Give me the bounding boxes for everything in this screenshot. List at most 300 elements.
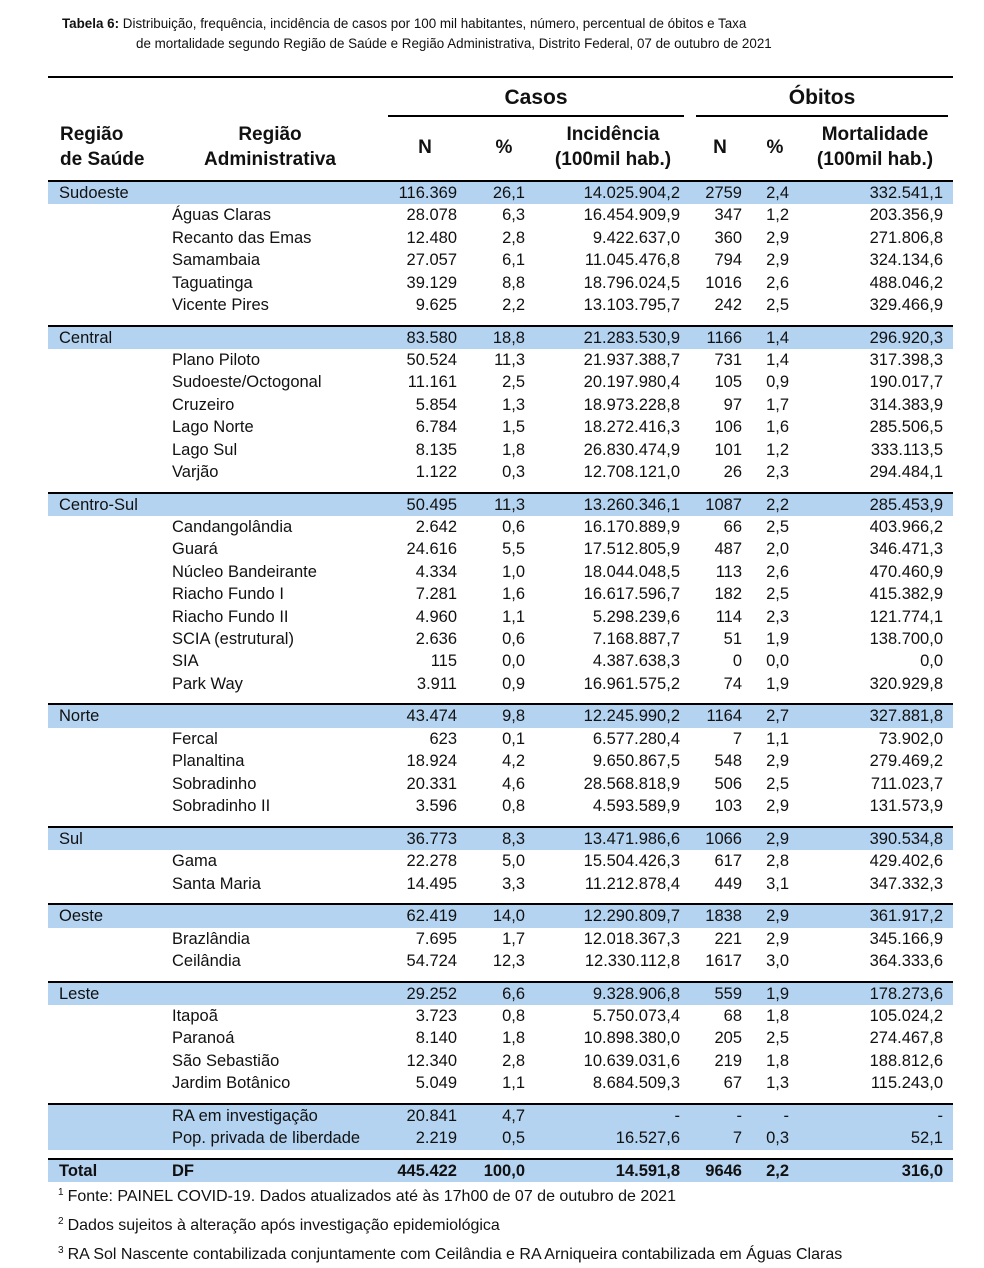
casos-pct-cell: 0,1 <box>502 729 525 748</box>
table-section <box>48 703 953 825</box>
regiao-saude-cell: Total <box>59 1162 98 1180</box>
casos-n-cell: 18.924 <box>406 752 457 771</box>
table-row <box>48 249 953 271</box>
regiao-admin-cell: Guará <box>172 540 218 559</box>
obitos-pct-cell: 1,4 <box>766 328 789 347</box>
casos-n-cell: 8.140 <box>415 1029 457 1048</box>
obitos-n-cell: 548 <box>714 752 742 771</box>
incidencia-cell: 16.454.909,9 <box>583 206 680 225</box>
mortalidade-cell: 390.534,8 <box>869 829 943 848</box>
obitos-pct-cell: 1,4 <box>766 351 789 370</box>
regiao-admin-cell: Paranoá <box>172 1029 235 1048</box>
region-summary-row <box>48 494 953 516</box>
mortalidade-cell: 361.917,2 <box>869 907 943 926</box>
casos-n-cell: 3.723 <box>415 1007 457 1026</box>
obitos-pct-cell: 2,9 <box>766 251 789 270</box>
incidencia-cell: 8.684.509,3 <box>592 1074 680 1093</box>
caption-line-1: Distribuição, frequência, incidência de casos por 100 mil habitantes, número, percentual de óbitos e Taxa <box>122 16 747 31</box>
mortalidade-cell: 115.243,0 <box>870 1074 943 1093</box>
obitos-pct-cell: 2,5 <box>766 774 789 793</box>
regiao-admin-cell: Fercal <box>172 729 218 748</box>
obitos-pct-cell: 0,3 <box>766 1129 789 1148</box>
table-row <box>48 416 953 438</box>
incidencia-cell: 18.796.024,5 <box>583 273 680 292</box>
mortalidade-cell: 0,0 <box>920 652 943 671</box>
casos-pct-cell: 1,8 <box>502 440 525 459</box>
obitos-n-cell: 731 <box>714 351 742 370</box>
regiao-saude-cell: Sul <box>59 829 83 848</box>
casos-n-cell: 50.524 <box>406 351 457 370</box>
obitos-n-cell: 1164 <box>706 707 742 726</box>
incidencia-cell: 16.961.575,2 <box>583 674 680 693</box>
casos-pct-cell: 0,3 <box>502 462 525 481</box>
group-header-casos: Casos <box>504 86 568 109</box>
mortalidade-cell: 285.506,5 <box>869 418 943 437</box>
mortalidade-cell: 294.484,1 <box>869 462 943 481</box>
mortalidade-cell: 403.966,2 <box>869 518 943 537</box>
incidencia-cell: 13.260.346,1 <box>583 495 680 514</box>
header-obitos-pct: % <box>766 137 784 158</box>
table-row <box>48 628 953 650</box>
incidencia-cell: 17.512.805,9 <box>583 540 680 559</box>
obitos-pct-cell: 2,5 <box>766 518 789 537</box>
casos-n-cell: 22.278 <box>406 852 457 871</box>
mortalidade-cell: 105.024,2 <box>869 1007 943 1026</box>
regiao-admin-cell: SCIA (estrutural) <box>172 630 294 649</box>
mortalidade-cell: 203.356,9 <box>869 206 943 225</box>
casos-n-cell: 8.135 <box>415 440 457 459</box>
region-summary-row <box>48 327 953 349</box>
header-incidencia: Incidência (100mil hab.) <box>554 124 672 170</box>
casos-pct-cell: 0,8 <box>502 797 525 816</box>
regiao-admin-cell: Sudoeste/Octogonal <box>172 373 322 392</box>
casos-underline <box>388 115 684 117</box>
obitos-n-cell: 205 <box>714 1029 742 1048</box>
mortalidade-cell: 178.273,6 <box>869 984 943 1003</box>
obitos-n-cell: 113 <box>715 562 742 581</box>
casos-pct-cell: 2,8 <box>502 1051 525 1070</box>
obitos-n-cell: 7 <box>732 729 742 748</box>
obitos-n-cell: 1087 <box>705 495 742 514</box>
casos-n-cell: 14.495 <box>406 874 457 893</box>
obitos-n-cell: 97 <box>723 395 742 414</box>
obitos-n-cell: 449 <box>714 874 742 893</box>
obitos-pct-cell: 3,1 <box>766 874 789 893</box>
casos-pct-cell: 2,8 <box>502 228 525 247</box>
table-row <box>48 1072 953 1094</box>
incidencia-cell: 18.272.416,3 <box>583 418 680 437</box>
region-summary-row <box>48 1105 953 1127</box>
obitos-pct-cell: 1,6 <box>766 418 789 437</box>
obitos-n-cell: - <box>736 1106 742 1125</box>
casos-pct-cell: 1,7 <box>502 929 525 948</box>
regiao-admin-cell: Núcleo Bandeirante <box>172 562 317 581</box>
incidencia-cell: 15.504.426,3 <box>583 852 680 871</box>
obitos-pct-cell: 1,8 <box>766 1051 789 1070</box>
obitos-pct-cell: 1,9 <box>766 674 789 693</box>
casos-n-cell: 115 <box>430 652 457 671</box>
regiao-admin-cell: Cruzeiro <box>172 395 235 414</box>
obitos-pct-cell: 2,9 <box>766 907 789 926</box>
obitos-pct-cell: 2,9 <box>766 228 789 247</box>
top-rule <box>48 76 953 78</box>
table-section <box>48 180 953 325</box>
obitos-n-cell: 221 <box>714 929 742 948</box>
incidencia-cell: 12.290.809,7 <box>583 907 680 926</box>
table-caption <box>62 14 942 54</box>
region-summary-row <box>48 705 953 727</box>
obitos-pct-cell: 2,0 <box>766 540 789 559</box>
incidencia-cell: 18.973.228,8 <box>583 395 680 414</box>
mortalidade-cell: 316,0 <box>901 1162 943 1180</box>
regiao-admin-cell: Itapoã <box>172 1007 218 1026</box>
incidencia-cell: 21.937.388,7 <box>583 351 680 370</box>
obitos-pct-cell: 2,2 <box>766 1162 789 1180</box>
casos-pct-cell: 1,3 <box>502 395 525 414</box>
table-row <box>48 606 953 628</box>
casos-n-cell: 1.122 <box>415 462 457 481</box>
obitos-n-cell: 794 <box>714 251 742 270</box>
mortalidade-cell: 711.023,7 <box>870 774 943 793</box>
casos-pct-cell: 0,0 <box>502 652 525 671</box>
incidencia-cell: 16.170.889,9 <box>583 518 680 537</box>
obitos-pct-cell: 1,2 <box>766 206 789 225</box>
mortalidade-cell: 327.881,8 <box>869 707 943 726</box>
casos-pct-cell: 26,1 <box>492 184 525 202</box>
casos-pct-cell: 0,6 <box>502 518 525 537</box>
mortalidade-cell: 73.902,0 <box>878 729 943 748</box>
incidencia-cell: 12.330.112,8 <box>584 951 680 970</box>
obitos-pct-cell: 2,6 <box>766 562 789 581</box>
table-section <box>48 903 953 980</box>
mortalidade-cell: 346.471,3 <box>869 540 943 559</box>
table-row <box>48 673 953 695</box>
obitos-n-cell: 7 <box>732 1129 742 1148</box>
incidencia-cell: 14.025.904,2 <box>583 184 680 202</box>
casos-pct-cell: 11,3 <box>494 495 525 514</box>
incidencia-cell: 5.750.073,4 <box>592 1007 680 1026</box>
casos-pct-cell: 3,3 <box>502 874 525 893</box>
mortalidade-cell: 121.774,1 <box>869 607 943 626</box>
incidencia-cell: 21.283.530,9 <box>583 328 680 347</box>
casos-pct-cell: 0,8 <box>502 1007 525 1026</box>
table-row <box>48 394 953 416</box>
casos-n-cell: 445.422 <box>397 1162 457 1180</box>
region-summary-row <box>48 828 953 850</box>
casos-n-cell: 39.129 <box>406 273 457 292</box>
obitos-pct-cell: 1,8 <box>766 1007 789 1026</box>
casos-pct-cell: 1,0 <box>502 562 525 581</box>
incidencia-cell: 28.568.818,9 <box>583 774 680 793</box>
obitos-n-cell: 1838 <box>705 907 742 926</box>
regiao-admin-cell: Recanto das Emas <box>172 228 312 247</box>
regiao-admin-cell: Riacho Fundo II <box>172 607 289 626</box>
casos-pct-cell: 0,5 <box>502 1129 525 1148</box>
table-section <box>48 1103 953 1158</box>
obitos-n-cell: 219 <box>714 1051 742 1070</box>
data-table <box>48 180 953 1191</box>
casos-pct-cell: 12,3 <box>492 951 525 970</box>
footnote: $^2$ Dados sujeitos à alteração após investigação epidemiológica <box>58 1216 500 1234</box>
casos-pct-cell: 1,1 <box>502 1074 525 1093</box>
regiao-admin-cell: SIA <box>172 652 199 671</box>
table-section <box>48 981 953 1103</box>
casos-pct-cell: 1,8 <box>502 1029 525 1048</box>
incidencia-cell: 9.650.867,5 <box>592 752 680 771</box>
casos-n-cell: 7.695 <box>415 929 457 948</box>
incidencia-cell: 4.387.638,3 <box>592 652 680 671</box>
casos-n-cell: 2.642 <box>415 518 457 537</box>
incidencia-cell: 13.471.986,6 <box>583 829 680 848</box>
obitos-n-cell: 2759 <box>705 184 742 202</box>
obitos-n-cell: 1066 <box>705 829 742 848</box>
table-section <box>48 826 953 903</box>
mortalidade-cell: 333.113,5 <box>870 440 943 459</box>
regiao-admin-cell: DF <box>172 1162 194 1180</box>
obitos-n-cell: 51 <box>723 630 742 649</box>
table-row <box>48 561 953 583</box>
casos-pct-cell: 0,6 <box>502 630 525 649</box>
mortalidade-cell: 279.469,2 <box>869 752 943 771</box>
table-row <box>48 371 953 393</box>
obitos-pct-cell: 0,9 <box>766 373 789 392</box>
mortalidade-cell: 317.398,3 <box>869 351 943 370</box>
incidencia-cell: 11.045.476,8 <box>584 251 680 270</box>
obitos-pct-cell: 2,3 <box>766 462 789 481</box>
casos-pct-cell: 0,9 <box>502 674 525 693</box>
casos-n-cell: 83.580 <box>406 328 457 347</box>
incidencia-cell: 10.639.031,6 <box>583 1051 680 1070</box>
regiao-admin-cell: Planaltina <box>172 752 245 771</box>
regiao-admin-cell: Brazlândia <box>172 929 250 948</box>
mortalidade-cell: 285.453,9 <box>869 495 943 514</box>
regiao-admin-cell: Águas Claras <box>172 206 272 225</box>
obitos-n-cell: 106 <box>714 418 742 437</box>
header-n: N <box>418 137 432 158</box>
obitos-pct-cell: 2,5 <box>766 585 789 604</box>
mortalidade-cell: 190.017,7 <box>869 373 943 392</box>
regiao-admin-cell: Sobradinho II <box>172 797 271 816</box>
casos-n-cell: 3.596 <box>415 797 457 816</box>
table-row <box>48 516 953 538</box>
table-row <box>48 850 953 872</box>
obitos-n-cell: 9646 <box>705 1162 742 1180</box>
mortalidade-cell: 52,1 <box>910 1129 943 1148</box>
obitos-n-cell: 103 <box>714 797 742 816</box>
casos-pct-cell: 8,3 <box>502 829 525 848</box>
casos-n-cell: 6.784 <box>415 418 457 437</box>
regiao-saude-cell: Central <box>59 328 113 347</box>
obitos-pct-cell: 2,4 <box>766 184 789 202</box>
mortalidade-cell: 347.332,3 <box>869 874 943 893</box>
incidencia-cell: 9.328.906,8 <box>592 984 680 1003</box>
table-row <box>48 750 953 772</box>
table-row <box>48 204 953 226</box>
obitos-n-cell: 242 <box>714 295 742 314</box>
casos-pct-cell: 8,8 <box>502 273 525 292</box>
mortalidade-cell: 488.046,2 <box>869 273 943 292</box>
obitos-pct-cell: - <box>783 1106 789 1125</box>
obitos-n-cell: 0 <box>732 652 742 671</box>
casos-pct-cell: 11,3 <box>494 351 525 370</box>
casos-pct-cell: 1,6 <box>502 585 525 604</box>
casos-n-cell: 27.057 <box>406 251 457 270</box>
casos-pct-cell: 2,5 <box>502 373 525 392</box>
regiao-admin-cell: Lago Norte <box>172 418 254 437</box>
table-row <box>48 950 953 972</box>
table-row <box>48 439 953 461</box>
obitos-n-cell: 105 <box>714 373 742 392</box>
table-row <box>48 272 953 294</box>
casos-n-cell: 28.078 <box>406 206 457 225</box>
mortalidade-cell: 296.920,3 <box>869 328 943 347</box>
casos-n-cell: 11.161 <box>407 373 457 392</box>
obitos-pct-cell: 2,2 <box>766 495 789 514</box>
mortalidade-cell: 345.166,9 <box>869 929 943 948</box>
casos-n-cell: 12.340 <box>406 1051 457 1070</box>
regiao-admin-cell: Taguatinga <box>172 273 253 292</box>
table-row <box>48 650 953 672</box>
incidencia-cell: 14.591,8 <box>615 1162 680 1180</box>
obitos-n-cell: 559 <box>714 984 742 1003</box>
mortalidade-cell: 324.134,6 <box>869 251 943 270</box>
casos-n-cell: 2.636 <box>415 630 457 649</box>
region-summary-row <box>48 182 953 204</box>
table-section <box>48 325 953 492</box>
incidencia-cell: 6.577.280,4 <box>592 729 680 748</box>
mortalidade-cell: 188.812,6 <box>869 1051 943 1070</box>
casos-n-cell: 54.724 <box>406 951 457 970</box>
obitos-n-cell: 617 <box>714 852 742 871</box>
regiao-saude-cell: Centro-Sul <box>59 495 138 514</box>
obitos-pct-cell: 2,3 <box>766 607 789 626</box>
casos-pct-cell: 4,2 <box>502 752 525 771</box>
mortalidade-cell: 429.402,6 <box>869 852 943 871</box>
header-mortalidade: Mortalidade (100mil hab.) <box>816 124 934 170</box>
regiao-admin-cell: Samambaia <box>172 251 261 270</box>
casos-n-cell: 43.474 <box>406 707 457 726</box>
casos-n-cell: 4.960 <box>415 607 457 626</box>
regiao-admin-cell: São Sebastião <box>172 1051 280 1070</box>
region-summary-row <box>48 1127 953 1149</box>
regiao-admin-cell: Sobradinho <box>172 774 257 793</box>
regiao-admin-cell: Pop. privada de liberdade <box>172 1129 361 1148</box>
incidencia-cell: 20.197.980,4 <box>583 373 680 392</box>
incidencia-cell: 4.593.589,9 <box>592 797 680 816</box>
incidencia-cell: 26.830.474,9 <box>583 440 680 459</box>
obitos-pct-cell: 2,9 <box>766 752 789 771</box>
casos-n-cell: 50.495 <box>406 495 457 514</box>
table-row <box>48 538 953 560</box>
obitos-pct-cell: 2,5 <box>766 1029 789 1048</box>
obitos-pct-cell: 2,8 <box>766 852 789 871</box>
obitos-n-cell: 182 <box>714 585 742 604</box>
incidencia-cell: 18.044.048,5 <box>583 562 680 581</box>
casos-pct-cell: 4,6 <box>502 774 525 793</box>
regiao-admin-cell: Candangolândia <box>172 518 293 537</box>
mortalidade-cell: 415.382,9 <box>869 585 943 604</box>
obitos-pct-cell: 2,5 <box>766 295 789 314</box>
casos-n-cell: 7.281 <box>415 585 457 604</box>
incidencia-cell: 5.298.239,6 <box>592 607 680 626</box>
casos-pct-cell: 2,2 <box>502 295 525 314</box>
mortalidade-cell: 364.333,6 <box>869 951 943 970</box>
regiao-saude-cell: Oeste <box>59 907 104 926</box>
footnote: $^1$ Fonte: PAINEL COVID-19. Dados atualizados até às 17h00 de 07 de outubro de 2021 <box>58 1187 676 1205</box>
regiao-admin-cell: Ceilândia <box>172 951 241 970</box>
incidencia-cell: 9.422.637,0 <box>592 228 680 247</box>
mortalidade-cell: 131.573,9 <box>869 797 943 816</box>
region-summary-row <box>48 905 953 927</box>
regiao-admin-cell: Park Way <box>172 674 243 693</box>
table-row <box>48 294 953 316</box>
obitos-n-cell: 487 <box>714 540 742 559</box>
regiao-admin-cell: Gama <box>172 852 217 871</box>
mortalidade-cell: 138.700,0 <box>869 630 943 649</box>
table-row <box>48 795 953 817</box>
casos-pct-cell: 6,1 <box>502 251 525 270</box>
casos-pct-cell: 5,0 <box>502 852 525 871</box>
table-row <box>48 461 953 483</box>
incidencia-cell: 16.617.596,7 <box>583 585 680 604</box>
incidencia-cell: 12.708.121,0 <box>583 462 680 481</box>
footnotes <box>58 1180 958 1267</box>
casos-pct-cell: 4,7 <box>502 1106 525 1125</box>
casos-pct-cell: 5,5 <box>502 540 525 559</box>
mortalidade-cell: 271.806,8 <box>869 228 943 247</box>
caption-label: Tabela 6: <box>62 16 120 31</box>
obitos-n-cell: 1166 <box>706 328 742 347</box>
obitos-n-cell: 74 <box>723 674 742 693</box>
table-row <box>48 349 953 371</box>
casos-pct-cell: 14,0 <box>492 907 525 926</box>
incidencia-cell: 13.103.795,7 <box>583 295 680 314</box>
obitos-pct-cell: 2,7 <box>766 707 789 726</box>
regiao-admin-cell: RA em investigação <box>172 1106 318 1125</box>
obitos-n-cell: 1617 <box>705 951 742 970</box>
caption-line-2: de mortalidade segundo Região de Saúde e Região Administrativa, Distrito Federal, 07 de outubro de 2021 <box>136 36 772 51</box>
casos-n-cell: 9.625 <box>415 295 457 314</box>
mortalidade-cell: 274.467,8 <box>869 1029 943 1048</box>
group-header-obitos: Óbitos <box>788 86 856 109</box>
region-summary-row <box>48 983 953 1005</box>
casos-n-cell: 116.369 <box>398 184 457 202</box>
casos-n-cell: 12.480 <box>406 228 457 247</box>
casos-pct-cell: 1,1 <box>502 607 525 626</box>
mortalidade-cell: 470.460,9 <box>869 562 943 581</box>
obitos-n-cell: 360 <box>714 228 742 247</box>
obitos-pct-cell: 2,9 <box>766 829 789 848</box>
mortalidade-cell: - <box>937 1106 943 1125</box>
obitos-pct-cell: 2,9 <box>766 929 789 948</box>
obitos-pct-cell: 0,0 <box>766 652 789 671</box>
regiao-admin-cell: Vicente Pires <box>172 295 269 314</box>
header-obitos-n: N <box>713 137 727 158</box>
obitos-n-cell: 66 <box>723 518 742 537</box>
obitos-n-cell: 114 <box>715 607 742 626</box>
table-row <box>48 728 953 750</box>
obitos-n-cell: 347 <box>714 206 742 225</box>
incidencia-cell: 12.018.367,3 <box>583 929 680 948</box>
header-regiao-administrativa: Região Administrativa <box>204 124 336 170</box>
regiao-admin-cell: Varjão <box>172 462 219 481</box>
table-row <box>48 928 953 950</box>
obitos-n-cell: 26 <box>723 462 742 481</box>
obitos-pct-cell: 3,0 <box>766 951 789 970</box>
casos-n-cell: 4.334 <box>415 562 457 581</box>
table-row <box>48 227 953 249</box>
incidencia-cell: - <box>674 1106 680 1125</box>
